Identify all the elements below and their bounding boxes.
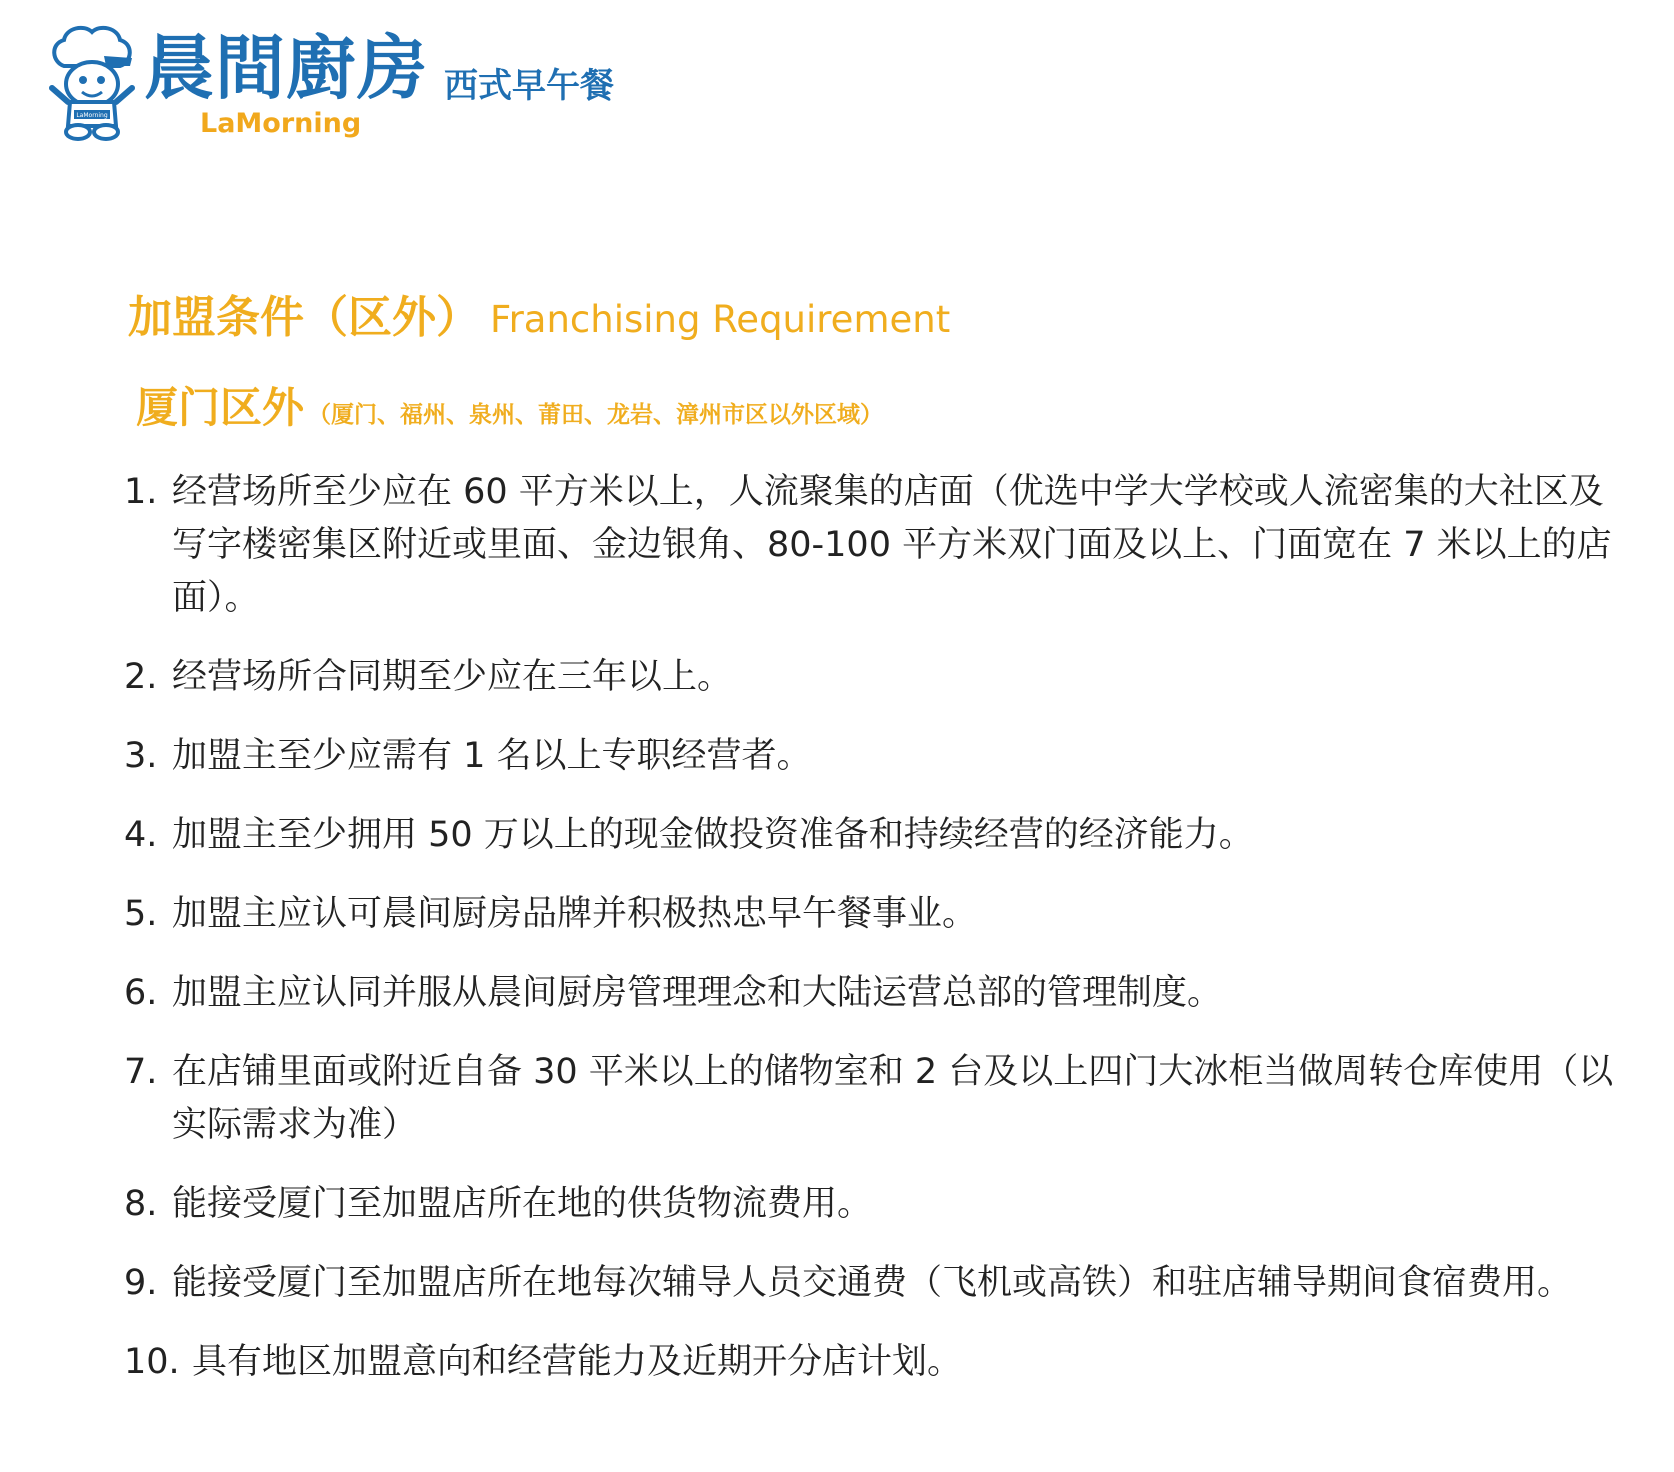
title-cn: 加盟条件（区外） — [128, 292, 480, 343]
page-title — [128, 290, 950, 355]
brand-logo — [46, 22, 686, 152]
item-text: 在店铺里面或附近自备 30 平米以上的储物室和 2 台及以上四门大冰柜当做周转仓库使用（以实际需求为准） — [172, 1052, 1614, 1145]
item-text: 具有地区加盟意向和经营能力及近期开分店计划。 — [192, 1342, 963, 1382]
item-text: 加盟主至少拥用 50 万以上的现金做投资准备和持续经营的经济能力。 — [172, 815, 1254, 855]
list-item — [124, 466, 1624, 625]
item-text: 加盟主应认可晨间厨房品牌并积极热忠早午餐事业。 — [172, 894, 978, 934]
item-text: 经营场所至少应在 60 平方米以上，人流聚集的店面（优选中学大学校或人流密集的大社区及写字楼密集区附近或里面、金边银角、80-100 平方米双门面及以上、门面宽在 7 米以上的店面）。 — [172, 472, 1612, 618]
item-text: 能接受厦门至加盟店所在地每次辅导人员交通费（飞机或高铁）和驻店辅导期间食宿费用。 — [172, 1263, 1573, 1303]
list-item — [124, 809, 1624, 862]
list-item — [124, 1257, 1624, 1310]
list-item — [124, 888, 1624, 941]
item-text: 能接受厦门至加盟店所在地的供货物流费用。 — [172, 1184, 873, 1224]
item-number: 6. — [124, 973, 158, 1013]
brand-tagline: 西式早午餐 — [444, 66, 614, 106]
item-number: 2. — [124, 657, 158, 697]
mascot-badge-text: LaMorning — [76, 112, 108, 119]
item-text: 加盟主至少应需有 1 名以上专职经营者。 — [172, 736, 812, 776]
item-number: 9. — [124, 1263, 158, 1303]
list-item — [124, 967, 1624, 1020]
item-text: 经营场所合同期至少应在三年以上。 — [172, 657, 733, 697]
title-en: Franchising Requirement — [490, 298, 951, 341]
item-text: 加盟主应认同并服从晨间厨房管理理念和大陆运营总部的管理制度。 — [172, 973, 1223, 1013]
list-item — [124, 1336, 1624, 1389]
item-number: 4. — [124, 815, 158, 855]
region-title: 厦门区外 — [136, 383, 305, 432]
item-number: 3. — [124, 736, 158, 776]
item-number: 5. — [124, 894, 158, 934]
region-note: （厦门、福州、泉州、莆田、龙岩、漳州市区以外区域） — [308, 402, 884, 428]
item-number: 7. — [124, 1052, 158, 1092]
item-number: 1. — [124, 472, 158, 512]
chef-mascot-icon — [46, 22, 138, 144]
list-item — [124, 651, 1624, 704]
item-number: 8. — [124, 1184, 158, 1224]
brand-name-en: LaMorning — [200, 108, 362, 139]
region-subtitle — [136, 383, 883, 442]
brand-name-cn: 晨間廚房 — [144, 27, 428, 109]
list-item — [124, 730, 1624, 783]
list-item — [124, 1046, 1624, 1152]
requirements-list — [124, 466, 1624, 1415]
list-item — [124, 1178, 1624, 1231]
item-number: 10. — [124, 1342, 180, 1382]
